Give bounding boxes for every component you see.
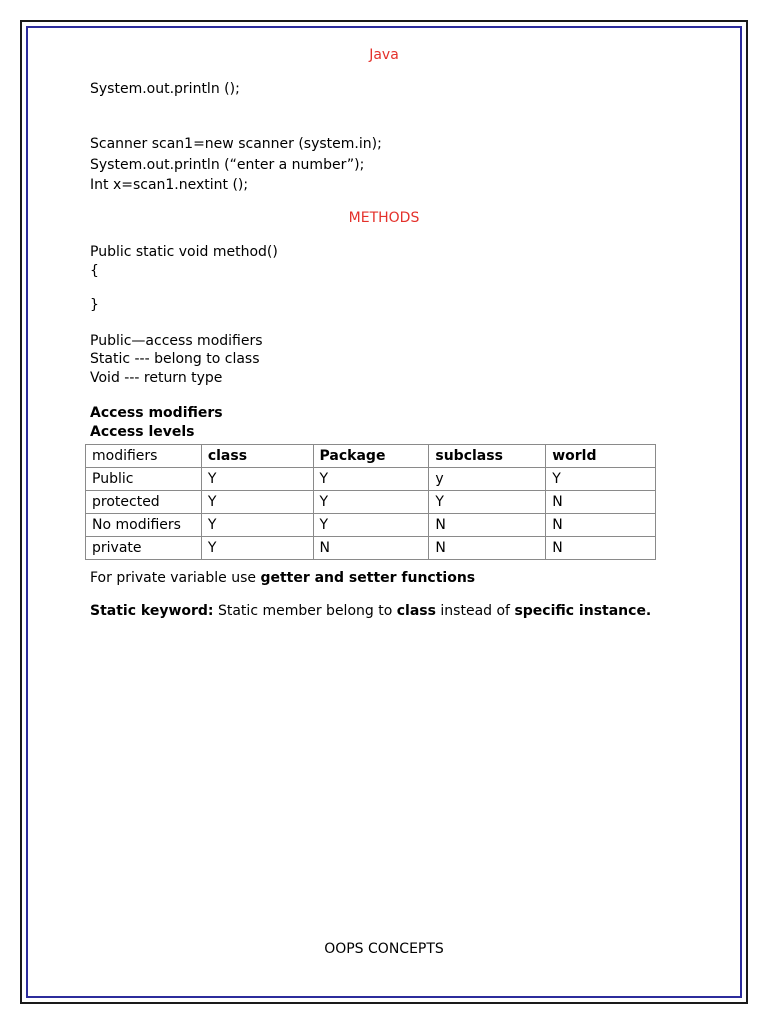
table-cell: N xyxy=(546,491,656,514)
table-header-cell: world xyxy=(546,445,656,468)
modifier-note: Static --- belong to class xyxy=(90,351,260,367)
table-cell: Y xyxy=(201,468,313,491)
java-title: Java xyxy=(369,47,399,63)
method-signature: Public static void method() xyxy=(90,244,278,260)
table-row xyxy=(86,514,656,537)
private-note-text: For private variable use xyxy=(90,570,261,586)
table-cell: N xyxy=(313,537,429,560)
table-header-row xyxy=(86,445,656,468)
static-keyword-label: Static keyword: xyxy=(90,603,214,619)
table-cell: N xyxy=(429,537,546,560)
methods-title: METHODS xyxy=(348,210,420,226)
page-footer: OOPS CONCEPTS xyxy=(324,941,444,957)
access-levels-heading: Access levels xyxy=(90,424,195,440)
method-close-brace: } xyxy=(90,297,99,313)
table-header-cell: class xyxy=(201,445,313,468)
static-note-emphasis: class xyxy=(396,603,436,619)
table-cell: N xyxy=(546,514,656,537)
table-header-cell: Package xyxy=(313,445,429,468)
table-header-cell: subclass xyxy=(429,445,546,468)
table-cell: N xyxy=(546,537,656,560)
table-row xyxy=(86,468,656,491)
table-cell: Public xyxy=(86,468,202,491)
print-line: System.out.println (); xyxy=(90,81,240,97)
table-row xyxy=(86,491,656,514)
table-cell: y xyxy=(429,468,546,491)
table-cell: protected xyxy=(86,491,202,514)
table-cell: Y xyxy=(546,468,656,491)
table-row xyxy=(86,537,656,560)
modifier-note: Void --- return type xyxy=(90,370,223,386)
static-note-emphasis: specific instance. xyxy=(514,603,652,619)
table-cell: Y xyxy=(313,468,429,491)
access-modifiers-heading: Access modifiers xyxy=(90,405,223,421)
table-header-cell: modifiers xyxy=(86,445,202,468)
static-note-text: Static member belong to xyxy=(213,603,397,619)
private-variable-note xyxy=(90,569,475,587)
static-note-text: instead of xyxy=(435,603,515,619)
static-keyword-note xyxy=(90,602,651,620)
table-cell: Y xyxy=(429,491,546,514)
table-cell: Y xyxy=(201,537,313,560)
table-cell: Y xyxy=(201,491,313,514)
table-cell: No modifiers xyxy=(86,514,202,537)
modifier-note: Public—access modifiers xyxy=(90,333,263,349)
scanner-line: Scanner scan1=new scanner (system.in); xyxy=(90,136,382,152)
table-cell: N xyxy=(429,514,546,537)
scanner-line: Int x=scan1.nextint (); xyxy=(90,177,249,193)
table-cell: private xyxy=(86,537,202,560)
method-open-brace: { xyxy=(90,263,99,279)
access-levels-table xyxy=(85,444,656,560)
private-note-emphasis: getter and setter functions xyxy=(260,570,476,586)
table-cell: Y xyxy=(313,514,429,537)
table-cell: Y xyxy=(313,491,429,514)
table-cell: Y xyxy=(201,514,313,537)
scanner-line: System.out.println (“enter a number”); xyxy=(90,157,365,173)
